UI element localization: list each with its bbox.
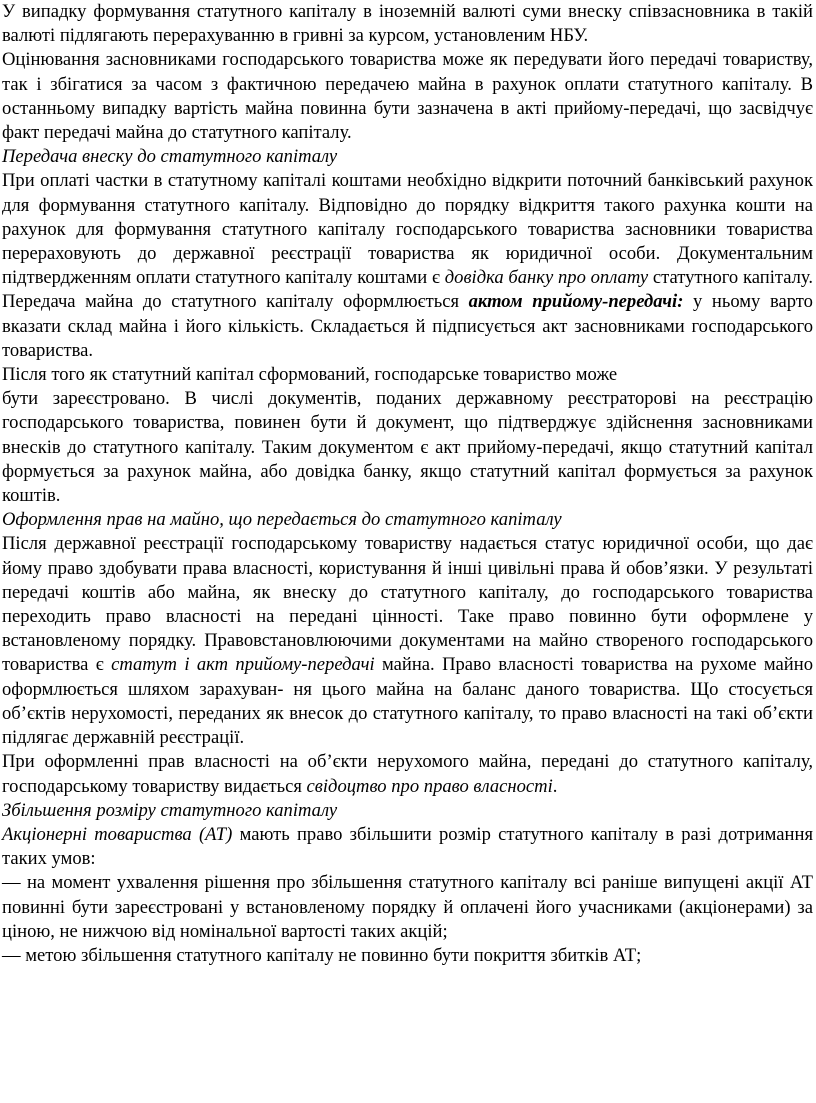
- paragraph-registration: бути зареєстровано. В числі документів, поданих державному реєстраторові на реєстрацію господарського товариства, повинен бути й документ, що підтверджує здійснення засновниками внесків до статутного капіталу. Таким документом є акт прийому-передачі, якщо статутний капітал формується за рахунок майна, або довідка банку, якщо статутний капітал формується за рахунок коштів.: [2, 388, 813, 507]
- section-heading-contribution: Передача внеску до статутного капіталу: [2, 146, 338, 168]
- rights-text-2: майна. Право власності товариства на рухоме майно оформлюється шляхом зарахуван- ня цього майна на баланс даного товариства. Що стосується об’єктів нерухомості, переданих як внесок до статутного капіталу, то право власності на такі об’єкти підлягає державній реєстрації.: [2, 654, 814, 749]
- joint-stock-text: мають право збільшити розмір статутного капіталу в разі дотримання таких умов:: [2, 823, 813, 870]
- ownership-certificate-term: свідоцтво про право власності: [306, 775, 553, 797]
- section-heading-capital-increase: Збільшення розміру статутного капіталу: [2, 799, 338, 821]
- rights-text-1: Після державної реєстрації господарському товариству надається статус юридичної особи, що дає йому право здобувати права власності, користування й інші цивільні права й обов’язки. У результаті передачі коштів або майна, як внеску до статутного капіталу, до господарського товариства переходить право власності на передані цінності. Таке право повинно бути оформлене у встановленому порядку. Правовстановлюючими документами на майно створеного господарського товариства є: [2, 533, 813, 676]
- list-item-condition-1: — на момент ухвалення рішення про збільшення статутного капіталу всі раніше випущені акції АТ повинні бути зареєстровані у встановленому порядку й оплачені його учасниками (акціонерами) за ціною, не нижчою від номінальної вартості таких акцій;: [2, 872, 813, 942]
- certificate-text-2: .: [552, 775, 558, 797]
- section-heading-property-rights: Оформлення прав на майно, що передається до статутного капіталу: [2, 509, 562, 531]
- payment-text-1: При оплаті частки в статутному капіталі коштами необхідно відкрити поточний банківський рахунок для формування статутного капіталу. Відповідно до порядку відкриття такого рахунка кошти на рахунок для формування статутного капіталу господарського товариства засновники товариства перераховують до державної реєстрації товариства як юридичної особи. Документальним підтвердженням оплати статутного капіталу коштами є: [2, 170, 813, 289]
- transfer-act-term: актом прийому-передачі:: [468, 291, 684, 313]
- certificate-text-1: При оформленні прав власності на об’єкти нерухомого майна, передані до статутного капіталу, господарському товариству видається: [2, 751, 813, 797]
- paragraph-joint-stock: [2, 823, 813, 871]
- charter-act-term: статут і акт прийому-передачі: [111, 654, 375, 676]
- paragraph-valuation: Оцінювання засновниками господарського товариства може як передувати його передачі товариству, так і збігатися за часом з фактичною передачею майна в рахунок оплати статутного капіталу. В останньому випадку вартість майна повинна бути зазначена в акті прийому-передачі, що засвідчує факт передачі майна до статутного капіталу.: [2, 49, 813, 144]
- list-item-condition-2: — метою збільшення статутного капіталу не повинно бути покриття збитків АТ;: [2, 944, 642, 966]
- paragraph-currency: У випадку формування статутного капіталу в іноземній валюті суми внеску співзасновника в такій валюті підлягають перерахуванню в гривні за курсом, установленим НБУ.: [2, 1, 813, 47]
- joint-stock-term: Акціонерні товариства (АТ): [2, 823, 233, 845]
- payment-text-3: у ньому варто вказати склад майна і його кількість. Складається й підписується акт засновниками господарського товариства.: [2, 291, 813, 361]
- paragraph-payment: [2, 169, 813, 363]
- payment-text-2: статутного капіталу. Передача майна до статутного капіталу оформлюється: [2, 267, 813, 313]
- bank-certificate-term: довідка банку про оплату: [444, 267, 649, 289]
- paragraph-certificate: [2, 750, 813, 798]
- paragraph-registration-start: Після того як статутний капітал сформований, господарське товариство може: [2, 364, 618, 386]
- paragraph-property-rights: [2, 532, 813, 750]
